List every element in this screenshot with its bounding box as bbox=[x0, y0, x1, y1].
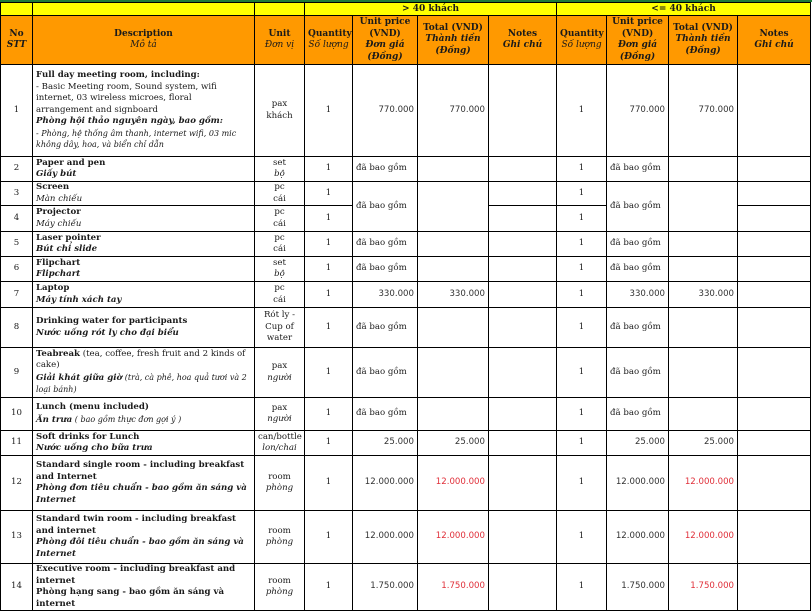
cell-total-2[interactable]: 330.000 bbox=[669, 282, 738, 308]
header-unit-price-2[interactable]: Unit price (VND) Đơn giá (Đồng) bbox=[607, 16, 669, 65]
cell-unit-price[interactable]: 25.000 bbox=[353, 431, 418, 456]
cell-qty-2[interactable]: 1 bbox=[557, 564, 607, 611]
cell-unit-price-2[interactable]: 770.000 bbox=[607, 65, 669, 157]
cell-notes-2[interactable] bbox=[738, 257, 811, 282]
cell-unit-price[interactable]: 330.000 bbox=[353, 282, 418, 308]
cell-no[interactable]: 6 bbox=[1, 257, 33, 282]
cell-unit[interactable]: can/bottle lon/chai bbox=[255, 431, 305, 456]
table-row bbox=[1, 348, 811, 398]
cell-unit[interactable]: room phòng bbox=[255, 511, 305, 564]
cell-unit-price-2[interactable]: đã bao gồm bbox=[607, 398, 669, 431]
cell-qty[interactable]: 1 bbox=[305, 232, 353, 257]
cell-notes-2[interactable] bbox=[738, 398, 811, 431]
cell-description[interactable]: Teabreak (tea, coffee, fresh fruit and 2 kinds of cake) Giải khát giữa giờ (trà, cà phê, hoa quả tươi và 2 loại bánh) bbox=[33, 348, 255, 398]
cell-qty-2[interactable]: 1 bbox=[557, 398, 607, 431]
cell-total[interactable]: 12.000.000 bbox=[418, 456, 489, 511]
table-row bbox=[1, 257, 811, 282]
cell-total-2[interactable] bbox=[669, 348, 738, 398]
cell-unit-price-2[interactable]: đã bao gồm bbox=[607, 308, 669, 348]
cell-qty-2[interactable]: 1 bbox=[557, 206, 607, 232]
cell-description[interactable]: Laser pointer Bút chỉ slide bbox=[33, 232, 255, 257]
table-row bbox=[1, 182, 811, 206]
cell-unit-price-2[interactable]: 1.750.000 bbox=[607, 564, 669, 611]
table-row bbox=[1, 511, 811, 564]
cell-description[interactable]: Soft drinks for Lunch Nước uống cho bữa trưa bbox=[33, 431, 255, 456]
cell-qty[interactable]: 1 bbox=[305, 348, 353, 398]
cell-description[interactable]: Screen Màn chiếu bbox=[33, 182, 255, 206]
column-header-row bbox=[1, 16, 811, 65]
table-row bbox=[1, 456, 811, 511]
cell-qty-2[interactable]: 1 bbox=[557, 157, 607, 182]
cell-total[interactable] bbox=[418, 257, 489, 282]
table-row bbox=[1, 157, 811, 182]
cell-total-2[interactable]: 770.000 bbox=[669, 65, 738, 157]
cell-total-2[interactable] bbox=[669, 398, 738, 431]
cell-no[interactable]: 11 bbox=[1, 431, 33, 456]
cell-unit-price-2[interactable]: đã bao gồm bbox=[607, 348, 669, 398]
cell-description[interactable]: Laptop Máy tính xách tay bbox=[33, 282, 255, 308]
cell-qty[interactable]: 1 bbox=[305, 257, 353, 282]
cell-total[interactable] bbox=[418, 157, 489, 182]
cell-no[interactable]: 10 bbox=[1, 398, 33, 431]
cell-total[interactable] bbox=[418, 308, 489, 348]
cell-unit-price[interactable]: 770.000 bbox=[353, 65, 418, 157]
table-row bbox=[1, 308, 811, 348]
cell-notes-2[interactable] bbox=[738, 511, 811, 564]
cell-qty[interactable]: 1 bbox=[305, 65, 353, 157]
table-row bbox=[1, 564, 811, 611]
cell-unit[interactable]: pc cái bbox=[255, 232, 305, 257]
band-blank-cell[interactable] bbox=[33, 3, 255, 16]
cell-notes[interactable] bbox=[489, 398, 557, 431]
cell-notes[interactable] bbox=[489, 348, 557, 398]
cell-notes[interactable] bbox=[489, 206, 557, 232]
cell-qty-2[interactable]: 1 bbox=[557, 456, 607, 511]
cell-no[interactable]: 5 bbox=[1, 232, 33, 257]
cell-unit[interactable]: pc cái bbox=[255, 206, 305, 232]
header-quantity[interactable]: Quantity Số lượng bbox=[305, 16, 353, 65]
cell-total-2-merged[interactable] bbox=[669, 182, 738, 232]
cell-qty-2[interactable]: 1 bbox=[557, 348, 607, 398]
cell-qty-2[interactable]: 1 bbox=[557, 308, 607, 348]
cell-notes[interactable] bbox=[489, 232, 557, 257]
cell-unit-price[interactable]: 12.000.000 bbox=[353, 511, 418, 564]
cell-unit-price-merged[interactable]: đã bao gồm bbox=[353, 182, 418, 232]
table-row bbox=[1, 398, 811, 431]
cell-unit-price-2[interactable]: 330.000 bbox=[607, 282, 669, 308]
cell-unit-price-2[interactable]: đã bao gồm bbox=[607, 257, 669, 282]
cell-notes-2[interactable] bbox=[738, 564, 811, 611]
cell-qty-2[interactable]: 1 bbox=[557, 182, 607, 206]
cell-unit[interactable]: room phòng bbox=[255, 456, 305, 511]
cell-notes[interactable] bbox=[489, 182, 557, 206]
cell-qty[interactable]: 1 bbox=[305, 564, 353, 611]
cell-total-2[interactable] bbox=[669, 308, 738, 348]
cell-notes[interactable] bbox=[489, 282, 557, 308]
cell-qty[interactable]: 1 bbox=[305, 431, 353, 456]
cell-total[interactable] bbox=[418, 398, 489, 431]
cell-notes-2[interactable] bbox=[738, 206, 811, 232]
table-row bbox=[1, 282, 811, 308]
cell-qty-2[interactable]: 1 bbox=[557, 232, 607, 257]
cell-qty[interactable]: 1 bbox=[305, 511, 353, 564]
cell-total-2[interactable]: 12.000.000 bbox=[669, 456, 738, 511]
cell-notes-2[interactable] bbox=[738, 348, 811, 398]
cell-unit-price-2[interactable]: đã bao gồm bbox=[607, 232, 669, 257]
cell-unit[interactable]: pax khách bbox=[255, 65, 305, 157]
cell-no[interactable]: 3 bbox=[1, 182, 33, 206]
cell-qty-2[interactable]: 1 bbox=[557, 282, 607, 308]
cell-unit-price[interactable]: 1.750.000 bbox=[353, 564, 418, 611]
cell-no[interactable]: 7 bbox=[1, 282, 33, 308]
quotation-table bbox=[0, 2, 811, 611]
cell-qty[interactable]: 1 bbox=[305, 206, 353, 232]
cell-no[interactable]: 1 bbox=[1, 65, 33, 157]
band-blank-cell[interactable] bbox=[255, 3, 305, 16]
cell-total-2[interactable] bbox=[669, 157, 738, 182]
cell-total-merged[interactable] bbox=[418, 182, 489, 232]
cell-unit[interactable]: pc cái bbox=[255, 182, 305, 206]
cell-notes-2[interactable] bbox=[738, 157, 811, 182]
cell-unit-price[interactable]: đã bao gồm bbox=[353, 348, 418, 398]
cell-notes-2[interactable] bbox=[738, 182, 811, 206]
band-blank-cell[interactable] bbox=[1, 3, 33, 16]
header-total[interactable]: Total (VND) Thành tiền (Đồng) bbox=[418, 16, 489, 65]
cell-notes[interactable] bbox=[489, 511, 557, 564]
cell-description[interactable]: Paper and pen Giấy bút bbox=[33, 157, 255, 182]
cell-total[interactable] bbox=[418, 348, 489, 398]
cell-qty-2[interactable]: 1 bbox=[557, 257, 607, 282]
cell-description[interactable]: Lunch (menu included) Ăn trưa ( bao gồm thực đơn gợi ý ) bbox=[33, 398, 255, 431]
cell-unit[interactable]: Rót ly - Cup of water bbox=[255, 308, 305, 348]
cell-notes-2[interactable] bbox=[738, 282, 811, 308]
table-row bbox=[1, 65, 811, 157]
cell-description[interactable]: Projector Máy chiếu bbox=[33, 206, 255, 232]
cell-total-2[interactable]: 12.000.000 bbox=[669, 511, 738, 564]
cell-total-2[interactable]: 25.000 bbox=[669, 431, 738, 456]
cell-unit[interactable]: set bộ bbox=[255, 257, 305, 282]
cell-total-2[interactable]: 1.750.000 bbox=[669, 564, 738, 611]
cell-no[interactable]: 13 bbox=[1, 511, 33, 564]
header-description[interactable]: Description Mô tả bbox=[33, 16, 255, 65]
cell-no[interactable]: 2 bbox=[1, 157, 33, 182]
header-notes[interactable]: Notes Ghi chú bbox=[489, 16, 557, 65]
cell-notes-2[interactable] bbox=[738, 431, 811, 456]
header-no[interactable]: No STT bbox=[1, 16, 33, 65]
group-band-row bbox=[1, 3, 811, 16]
cell-total-2[interactable] bbox=[669, 257, 738, 282]
cell-unit-price-2[interactable]: 12.000.000 bbox=[607, 456, 669, 511]
cell-total[interactable]: 25.000 bbox=[418, 431, 489, 456]
cell-unit[interactable]: room phòng bbox=[255, 564, 305, 611]
cell-total-2[interactable] bbox=[669, 232, 738, 257]
group-header-upto-40[interactable]: <= 40 khách bbox=[557, 3, 811, 16]
cell-unit-price[interactable]: đã bao gồm bbox=[353, 157, 418, 182]
cell-unit-price-2[interactable]: 25.000 bbox=[607, 431, 669, 456]
cell-notes-2[interactable] bbox=[738, 308, 811, 348]
cell-total[interactable]: 12.000.000 bbox=[418, 511, 489, 564]
cell-notes-2[interactable] bbox=[738, 456, 811, 511]
cell-qty-2[interactable]: 1 bbox=[557, 65, 607, 157]
cell-notes-2[interactable] bbox=[738, 232, 811, 257]
cell-no[interactable]: 12 bbox=[1, 456, 33, 511]
cell-notes[interactable] bbox=[489, 257, 557, 282]
cell-qty-2[interactable]: 1 bbox=[557, 511, 607, 564]
cell-unit-price[interactable]: đã bao gồm bbox=[353, 232, 418, 257]
cell-unit[interactable]: pax người bbox=[255, 348, 305, 398]
cell-description[interactable]: Standard twin room - including breakfast and internet Phòng đôi tiêu chuẩn - bao gồm ăn sáng và Internet bbox=[33, 511, 255, 564]
cell-notes[interactable] bbox=[489, 564, 557, 611]
cell-total[interactable]: 770.000 bbox=[418, 65, 489, 157]
cell-unit-price-2[interactable]: đã bao gồm bbox=[607, 157, 669, 182]
cell-unit-price[interactable]: đã bao gồm bbox=[353, 308, 418, 348]
cell-total[interactable]: 330.000 bbox=[418, 282, 489, 308]
cell-qty[interactable]: 1 bbox=[305, 456, 353, 511]
cell-notes[interactable] bbox=[489, 65, 557, 157]
cell-qty[interactable]: 1 bbox=[305, 398, 353, 431]
cell-notes[interactable] bbox=[489, 431, 557, 456]
cell-description[interactable]: Executive room - including breakfast and internet Phòng hạng sang - bao gồm ăn sáng và internet bbox=[33, 564, 255, 611]
header-quantity-2[interactable]: Quantity Số lượng bbox=[557, 16, 607, 65]
cell-total[interactable]: 1.750.000 bbox=[418, 564, 489, 611]
cell-qty[interactable]: 1 bbox=[305, 308, 353, 348]
table-row bbox=[1, 431, 811, 456]
group-header-over-40[interactable]: > 40 khách bbox=[305, 3, 557, 16]
cell-description[interactable]: Standard single room - including breakfast and Internet Phòng đơn tiêu chuẩn - bao gồm ăn sáng và Internet bbox=[33, 456, 255, 511]
cell-notes-2[interactable] bbox=[738, 65, 811, 157]
cell-notes[interactable] bbox=[489, 456, 557, 511]
cell-unit[interactable]: set bộ bbox=[255, 157, 305, 182]
cell-unit-price-2[interactable]: 12.000.000 bbox=[607, 511, 669, 564]
cell-description[interactable]: Drinking water for participants Nước uống rót ly cho đại biểu bbox=[33, 308, 255, 348]
cell-unit[interactable]: pc cái bbox=[255, 282, 305, 308]
cell-notes[interactable] bbox=[489, 308, 557, 348]
cell-no[interactable]: 8 bbox=[1, 308, 33, 348]
cell-qty-2[interactable]: 1 bbox=[557, 431, 607, 456]
cell-unit-price-2-merged[interactable]: đã bao gồm bbox=[607, 182, 669, 232]
header-unit-price[interactable]: Unit price (VND) Đơn giá (Đồng) bbox=[353, 16, 418, 65]
cell-description[interactable]: Flipchart Flipchart bbox=[33, 257, 255, 282]
header-unit[interactable]: Unit Đơn vị bbox=[255, 16, 305, 65]
cell-qty[interactable]: 1 bbox=[305, 157, 353, 182]
cell-qty[interactable]: 1 bbox=[305, 282, 353, 308]
cell-no[interactable]: 9 bbox=[1, 348, 33, 398]
cell-unit-price[interactable]: 12.000.000 bbox=[353, 456, 418, 511]
cell-unit-price[interactable]: đã bao gồm bbox=[353, 257, 418, 282]
cell-notes[interactable] bbox=[489, 157, 557, 182]
cell-unit[interactable]: pax người bbox=[255, 398, 305, 431]
cell-unit-price[interactable]: đã bao gồm bbox=[353, 398, 418, 431]
header-notes-2[interactable]: Notes Ghi chú bbox=[738, 16, 811, 65]
cell-total[interactable] bbox=[418, 232, 489, 257]
table-row bbox=[1, 232, 811, 257]
header-total-2[interactable]: Total (VND) Thành tiền (Đồng) bbox=[669, 16, 738, 65]
cell-qty[interactable]: 1 bbox=[305, 182, 353, 206]
cell-no[interactable]: 4 bbox=[1, 206, 33, 232]
cell-description[interactable]: Full day meeting room, including: - Basic Meeting room, Sound system, wifi internet, 03 wireless microes, floral arrangement and signboard Phòng hội thảo nguyên ngày, bao gồm: - Phòng, hệ thống âm thanh, internet wifi, 03 mic không dây, hoa, và biển chỉ dẫn bbox=[33, 65, 255, 157]
cell-no[interactable]: 14 bbox=[1, 564, 33, 611]
